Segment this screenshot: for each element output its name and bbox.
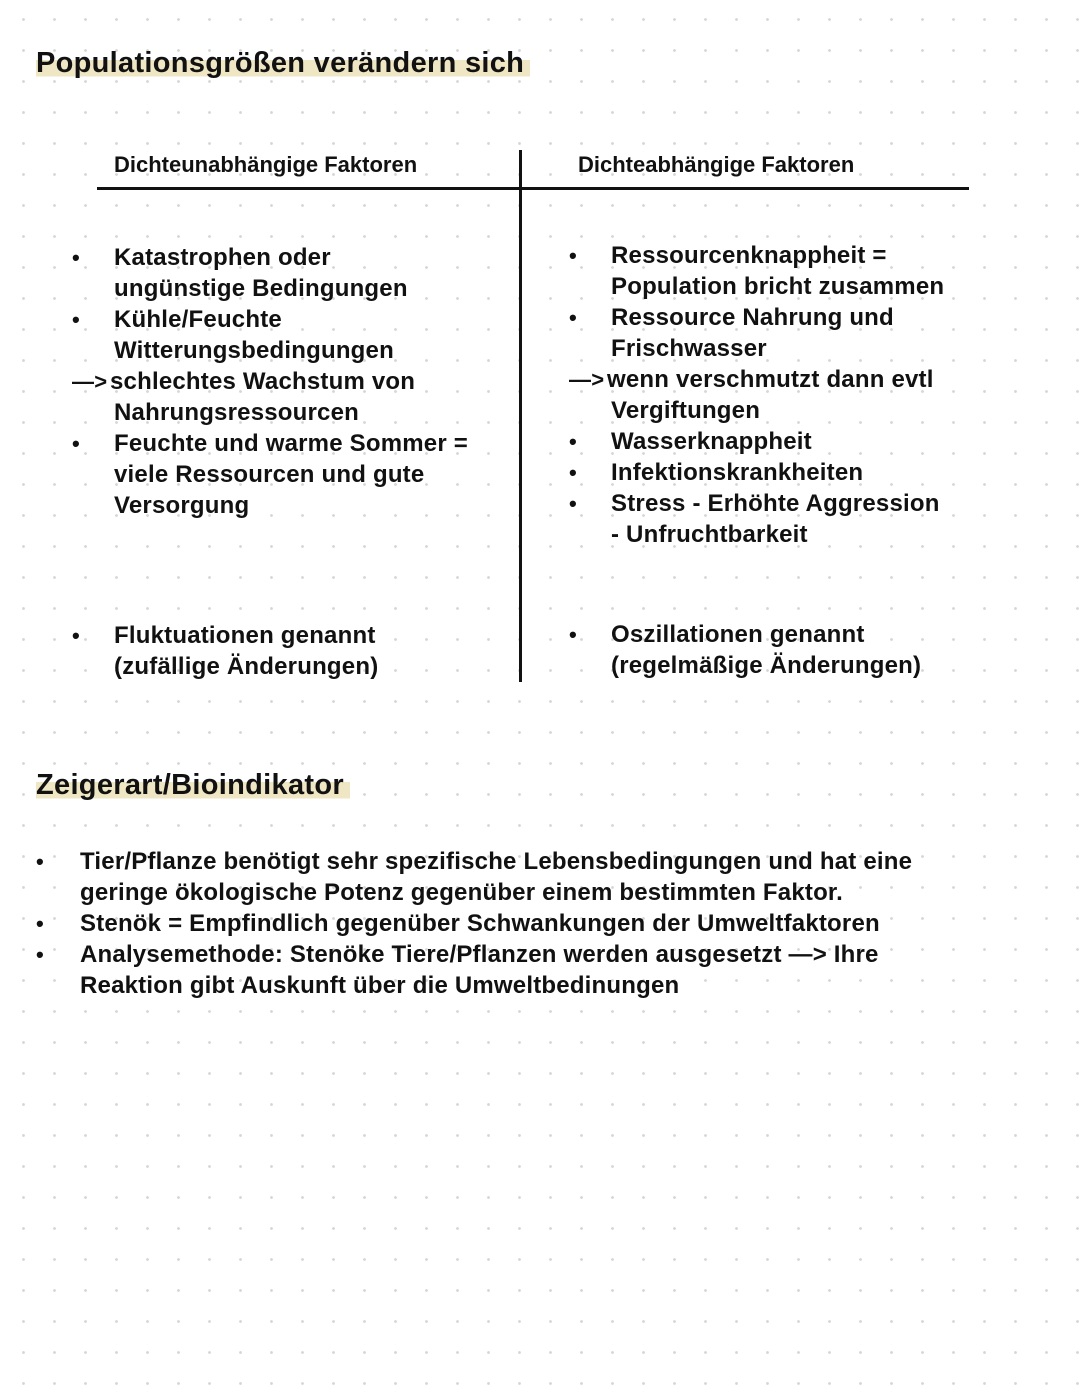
line-text: wenn verschmutzt dann evtl (607, 366, 934, 393)
line-text: (regelmäßige Änderungen) (611, 652, 922, 679)
bullet-icon: • (569, 429, 577, 454)
bullet-icon: • (36, 942, 44, 967)
line-text: Fluktuationen genannt (114, 622, 376, 649)
list-line (72, 273, 468, 304)
list-line (72, 459, 468, 490)
list-line (569, 364, 944, 395)
line-text: Stenök = Empfindlich gegenüber Schwankungen der Umweltfaktoren (80, 910, 880, 937)
line-text: Versorgung (114, 492, 250, 519)
arrow-icon: —> (72, 369, 108, 394)
line-text: Feuchte und warme Sommer = (114, 430, 468, 457)
list-line (72, 304, 468, 335)
line-text: Ressource Nahrung und (611, 304, 894, 331)
bullet-icon: • (72, 431, 80, 456)
list-line (569, 426, 944, 457)
bullet-icon: • (569, 622, 577, 647)
bullet-icon: • (569, 491, 577, 516)
list-line (569, 271, 944, 302)
list-line (36, 846, 912, 877)
line-text: Analysemethode: Stenöke Tiere/Pflanzen werden ausgesetzt —> Ihre (80, 941, 879, 968)
right-factor-list (569, 240, 944, 550)
line-text: Kühle/Feuchte (114, 306, 282, 333)
line-text: Vergiftungen (611, 397, 761, 424)
bullet-icon: • (36, 911, 44, 936)
line-text: Tier/Pflanze benötigt sehr spezifische Lebensbedingungen und hat eine (80, 848, 913, 875)
list-line (569, 519, 944, 550)
line-text: geringe ökologische Potenz gegenüber einem bestimmten Faktor. (80, 879, 844, 906)
bullet-icon: • (36, 849, 44, 874)
line-text: Stress - Erhöhte Aggression (611, 490, 940, 517)
line-text: (zufällige Änderungen) (114, 653, 379, 680)
line-text: Wasserknappheit (611, 428, 812, 455)
bioindicator-list (36, 846, 912, 1001)
line-text: Katastrophen oder (114, 244, 331, 271)
right-footer-list (569, 619, 921, 681)
title-text: Zeigerart/Bioindikator (36, 769, 350, 801)
list-line (36, 877, 912, 908)
bullet-icon: • (569, 305, 577, 330)
line-text: Oszillationen genannt (611, 621, 865, 648)
line-text: Infektionskrankheiten (611, 459, 864, 486)
line-text: Witterungsbedingungen (114, 337, 394, 364)
line-text: viele Ressourcen und gute (114, 461, 425, 488)
bullet-icon: • (569, 460, 577, 485)
list-line (36, 908, 912, 939)
line-text: Reaktion gibt Auskunft über die Umweltbedinungen (80, 972, 680, 999)
list-line (72, 428, 468, 459)
left-factor-list (72, 242, 468, 521)
list-line (569, 488, 944, 519)
list-line (569, 395, 944, 426)
section-title-populations (36, 46, 530, 80)
column-heading-density-independent: Dichteunabhängige Faktoren (114, 152, 418, 177)
list-line (72, 651, 378, 682)
list-line (569, 650, 921, 681)
list-line (36, 939, 912, 970)
line-text: schlechtes Wachstum von (110, 368, 416, 395)
arrow-icon: —> (569, 367, 605, 392)
list-line (72, 490, 468, 521)
list-line (569, 333, 944, 364)
section-title-bioindicator (36, 768, 350, 802)
list-line (569, 457, 944, 488)
list-line (72, 242, 468, 273)
list-line (72, 366, 468, 397)
bullet-icon: • (72, 307, 80, 332)
list-line (569, 302, 944, 333)
list-line (569, 240, 944, 271)
list-line (569, 619, 921, 650)
bullet-icon: • (72, 245, 80, 270)
column-heading-density-dependent: Dichteabhängige Faktoren (578, 152, 855, 177)
list-line (36, 970, 912, 1001)
line-text: Ressourcenknappheit = (611, 242, 887, 269)
table-column-divider (519, 150, 522, 682)
line-text: - Unfruchtbarkeit (611, 521, 808, 548)
bullet-icon: • (72, 623, 80, 648)
line-text: Population bricht zusammen (611, 273, 945, 300)
list-line (72, 397, 468, 428)
list-line (72, 620, 378, 651)
left-footer-list (72, 620, 378, 682)
table-header-underline-left (97, 187, 521, 190)
list-line (72, 335, 468, 366)
bullet-icon: • (569, 243, 577, 268)
line-text: Nahrungsressourcen (114, 399, 360, 426)
line-text: Frischwasser (611, 335, 767, 362)
line-text: ungünstige Bedingungen (114, 275, 408, 302)
table-header-underline-right (520, 187, 969, 190)
title-text: Populationsgrößen verändern sich (36, 47, 530, 79)
